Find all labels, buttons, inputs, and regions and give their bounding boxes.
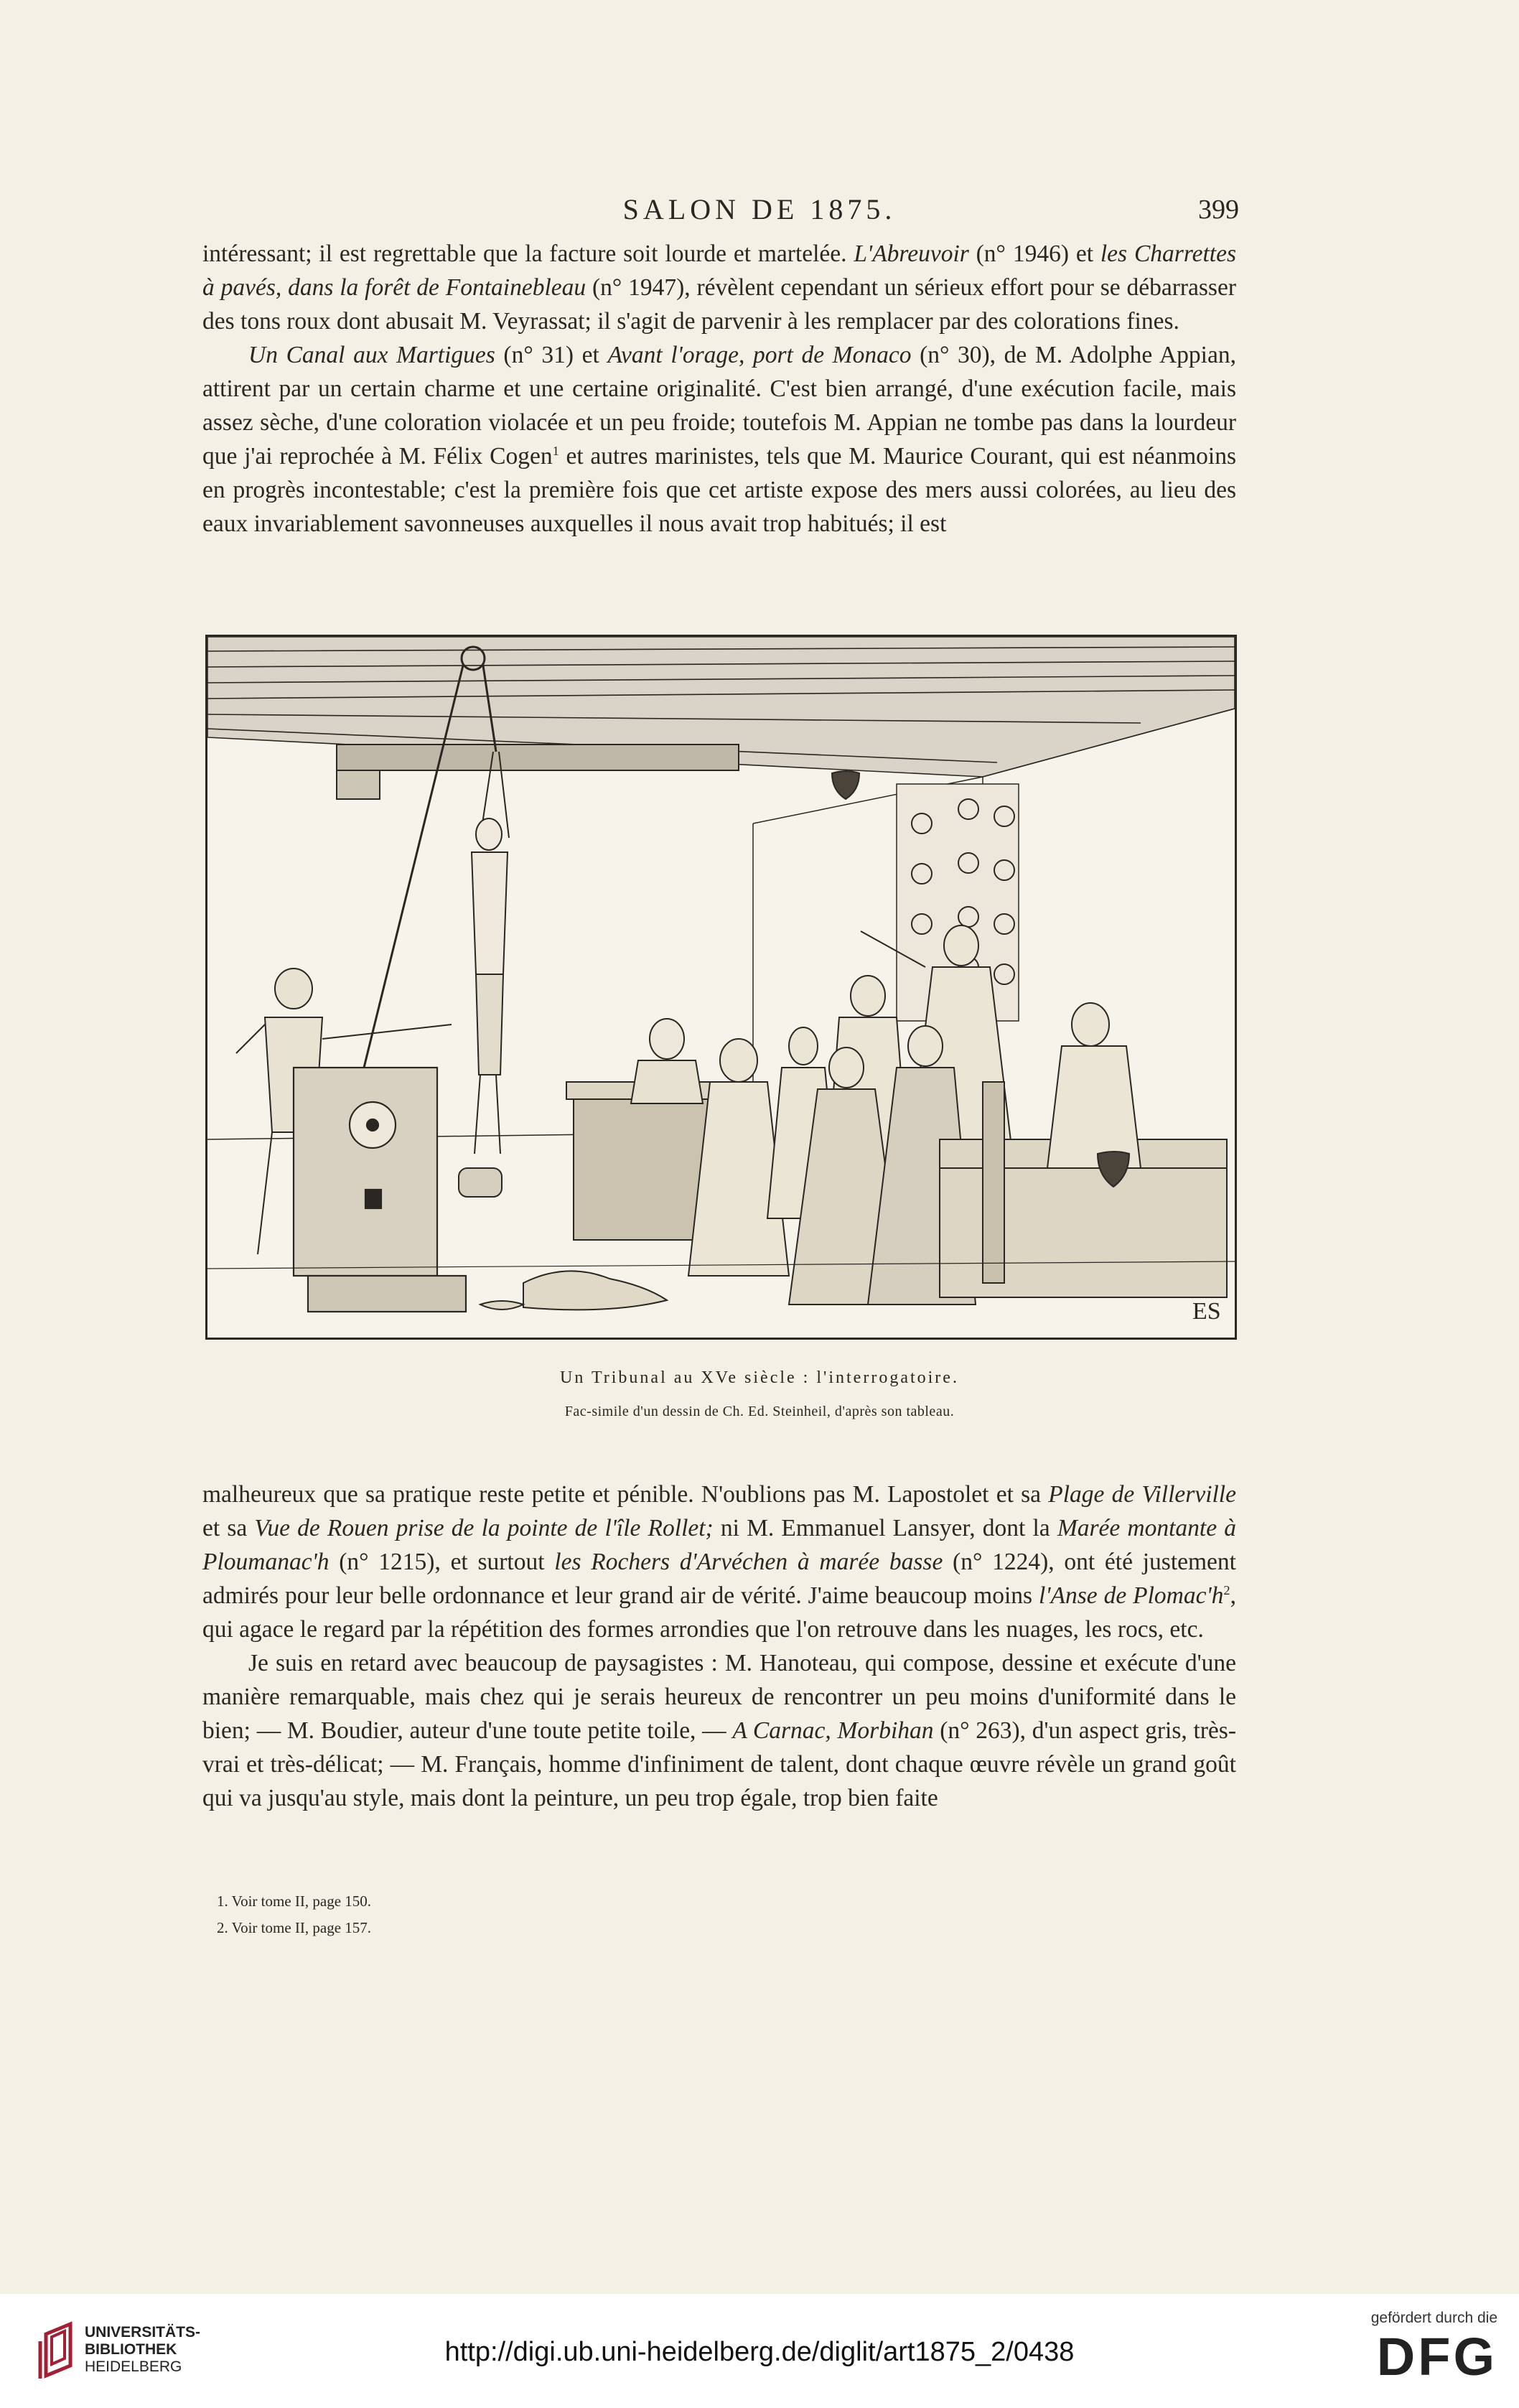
- figure-caption-subtitle: Fac-simile d'un dessin de Ch. Ed. Steinheil, d'après son tableau.: [564, 1404, 955, 1419]
- footnote: 1. Voir tome II, page 150.: [217, 1893, 372, 1910]
- funder[interactable]: [1371, 2310, 1497, 2387]
- source-url[interactable]: http://digi.ub.uni-heidelberg.de/diglit/art1875_2/0438: [444, 2337, 1075, 2367]
- library-name-line: HEIDELBERG: [85, 2358, 182, 2375]
- paragraph: intéressant; il est regrettable que la facture soit lourde et martelée. L'Abreuvoir (n° 1946) et les Charrettes à pavés, dans la forêt de Fontainebleau (n° 1947), révèlent cependant un sérieux effort pour se débarrasser des tons roux dont abusait M. Veyrassat; il s'agit de parvenir à les remplacer par des colorations fines.: [202, 241, 1237, 335]
- paragraph: malheureux que sa pratique reste petite et pénible. N'oublions pas M. Lapostolet et sa Plage de Villerville et sa Vue de Rouen prise de la pointe de l'île Rollet; ni M. Emmanuel Lansyer, dont la Marée montante à Ploumanac'h (n° 1215), et surtout les Rochers d'Arvéchen à marée basse (n° 1224), ont été justement admirés pour leur belle ordonnance et leur grand air de vérité. J'aime beaucoup moins l'Anse de $Plomac'h^2$, qui agace le regard par la répétition des formes arrondies que l'on retrouve dans les nuages, les rocs, etc.: [202, 1481, 1236, 1643]
- footnotes: [217, 1888, 371, 1941]
- funding-note: gefördert durch die: [1370, 2310, 1497, 2326]
- footnote: 2. Voir tome II, page 157.: [217, 1919, 372, 1936]
- figure-caption-title: Un Tribunal au XVe siècle : l'interrogatoire.: [560, 1368, 959, 1387]
- paragraph: Un Canal aux Martigues (n° 31) et Avant l'orage, port de Monaco (n° 30), de M. Adolphe Appian, attirent par un certain charme et une certaine originalité. C'est bien arrangé, d'une exécution facile, mais assez sèche, d'une coloration violacée et un peu froide; toutefois M. Appian ne tombe pas dans la lourdeur que j'ai reprochée à M. Félix Cogen$^1$ et autres marinistes, tels que M. Maurice Courant, qui est néanmoins en progrès incontestable; c'est la première fois que cet artiste expose des mers aussi colorées, au lieu des eaux invariablement savonneuses auxquelles il nous avait trop habitués; il est: [202, 342, 1236, 537]
- library-name-line: UNIVERSITÄTS-: [85, 2324, 201, 2341]
- dfg-logo: DFG: [1376, 2327, 1497, 2386]
- artist-monogram: ES: [1192, 1298, 1221, 1325]
- engraving: [207, 637, 1235, 1338]
- library-name-line: BIBLIOTHEK: [85, 2341, 177, 2358]
- suspended-figure: [459, 752, 509, 1197]
- page-number: 399: [1198, 195, 1239, 225]
- text-block-bottom: [202, 1478, 1236, 1815]
- text-block-top: [202, 237, 1236, 541]
- footnote-ref[interactable]: 2: [1223, 1582, 1230, 1597]
- discarded-clothes: [480, 1271, 667, 1310]
- illustration-tribunal: [205, 635, 1237, 1340]
- viewer-footer: [0, 2294, 1519, 2408]
- winch: [294, 1068, 466, 1312]
- running-head: SALON DE 1875.: [622, 193, 897, 225]
- paragraph: Je suis en retard avec beaucoup de paysagistes : M. Hanoteau, qui compose, dessine et exécute d'une manière remarquable, mais chez qui je serais heureux de rencontrer un peu moins d'uniformité dans le bien; — M. Boudier, auteur d'une toute petite toile, — A Carnac, Morbihan (n° 263), d'un aspect gris, très-vrai et très-délicat; — M. Français, homme d'infiniment de talent, dont chaque œuvre révèle un grand goût qui va jusqu'au style, mais dont la peinture, un peu trop égale, trop bien faite: [202, 1650, 1236, 1811]
- beam: [337, 745, 739, 770]
- footnote-ref[interactable]: 1: [552, 443, 559, 458]
